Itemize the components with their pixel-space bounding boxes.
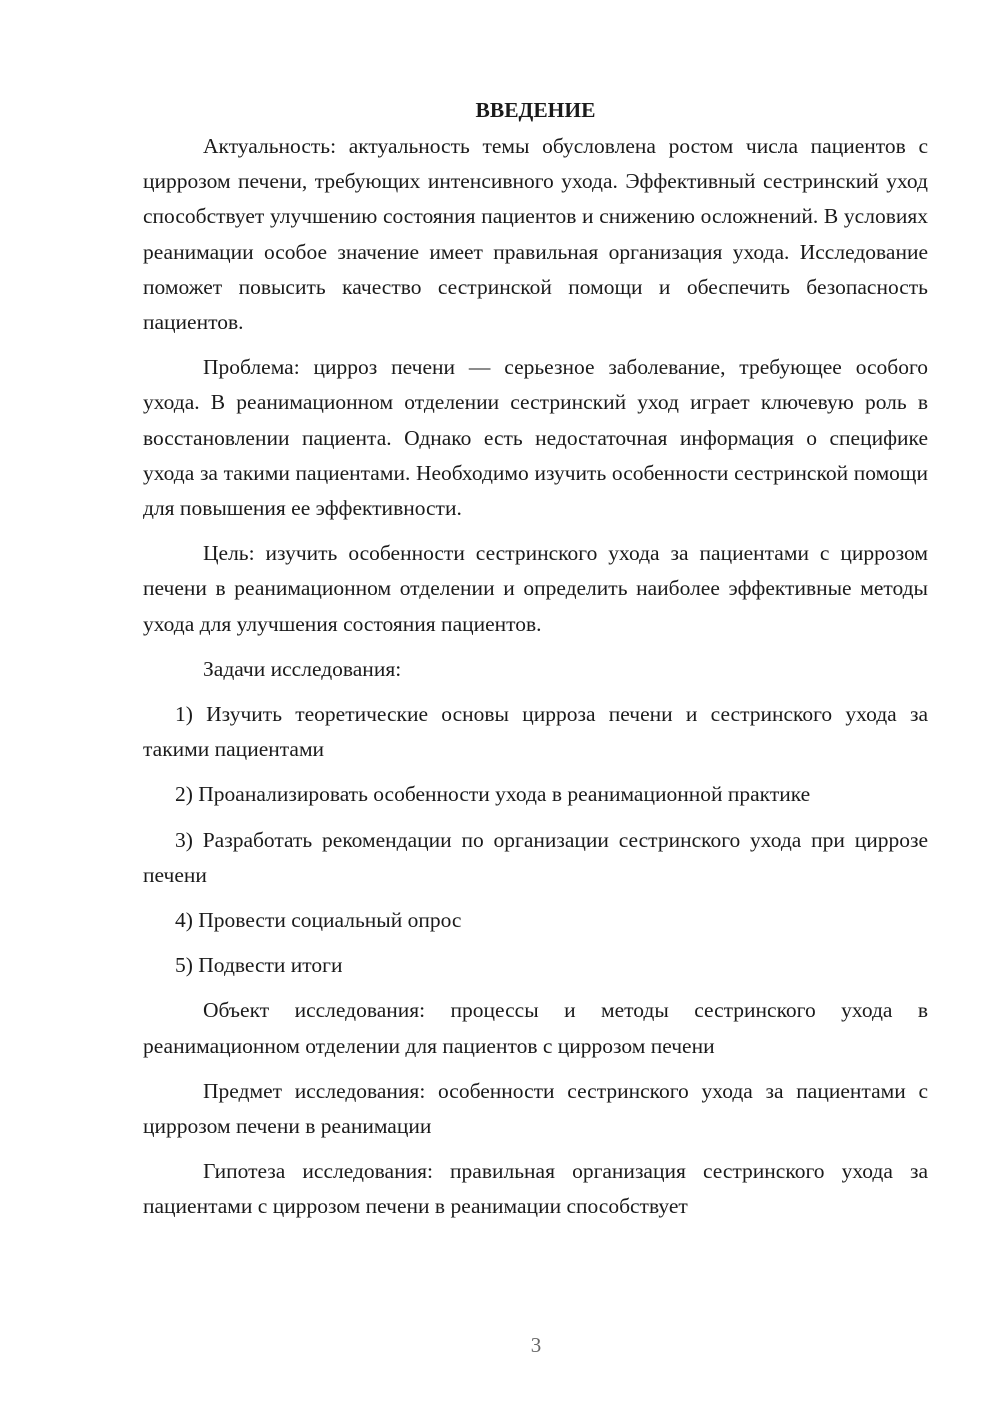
section-title: ВВЕДЕНИЕ [475,98,596,122]
task-item-2: 2) Проанализировать особенности ухода в реанимационной практике [175,782,811,807]
task-item-1: 1) Изучить теоретические основы цирроза печени и сестринского ухода за такими пациентами [143,702,928,762]
task-item-3: 3) Разработать рекомендации по организации сестринского ухода при циррозе печени [143,827,928,887]
task-item-4: 4) Провести социальный опрос [175,908,462,933]
problem-paragraph: Проблема: цирроз печени — серьезное заболевание, требующее особого ухода. В реанимационном отделении сестринский уход играет ключевую роль в восстановлении пациента. Однако есть недостаточная информация о специфике ухода за такими пациентами. Необходимо изучить особенности сестринской помощи для повышения ее эффективности. [143,355,928,521]
hypothesis-paragraph: Гипотеза исследования: правильная организация сестринского ухода за пациентами с циррозом печени в реанимации способствует [143,1159,928,1219]
object-paragraph: Объект исследования: процессы и методы сестринского ухода в реанимационном отделении для пациентов с циррозом печени [143,998,928,1058]
task-item-5: 5) Подвести итоги [175,953,343,978]
document-page [143,92,928,1225]
tasks-heading: Задачи исследования: [203,656,402,681]
page-number: 3 [530,1333,542,1357]
relevance-paragraph: Актуальность: актуальность темы обусловлена ростом числа пациентов с циррозом печени, требующих интенсивного ухода. Эффективный сестринский уход способствует улучшению состояния пациентов и снижению осложнений. В условиях реанимации особое значение имеет правильная организация ухода. Исследование поможет повысить качество сестринской помощи и обеспечить безопасность пациентов. [143,134,928,335]
subject-paragraph: Предмет исследования: особенности сестринского ухода за пациентами с циррозом печени в реанимации [143,1078,928,1139]
goal-paragraph: Цель: изучить особенности сестринского ухода за пациентами с циррозом печени в реанимационном отделении и определить наиболее эффективные методы ухода для улучшения состояния пациентов. [143,541,928,636]
